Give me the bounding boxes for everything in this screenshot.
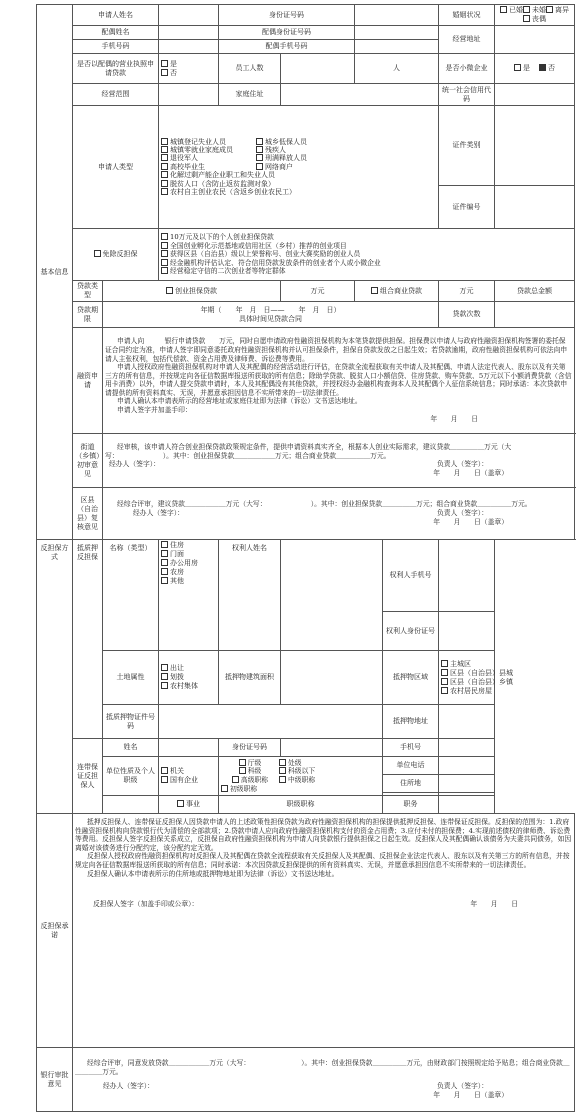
marital-status-label: 婚姻状况 [439, 5, 495, 26]
street-review-text[interactable]: 经审核，该申请人符合创业担保贷款政策规定条件，提供申请资料真实齐全，根据本人创业实际需求，建议贷款＿＿＿＿＿万元（大写： ）。其中：创业担保贷款＿＿＿＿＿＿万元；组合商业贷款＿＿＿＿＿万元。 [105, 442, 512, 460]
loan-term-dates: 年期（ 年 月 日—— 年 月 日） [200, 305, 341, 314]
region-main-city-checkbox[interactable]: 主城区 [441, 660, 492, 669]
exempt-incubator-checkbox[interactable]: 全国创业孵化示范基地或信用社区（乡村）推荐的创业项目 [161, 242, 572, 250]
owner-phone-field[interactable] [439, 540, 495, 612]
loan-term-note: 具体时间见贷款合同 [239, 314, 302, 323]
rank-division-checkbox[interactable]: 处级 [279, 759, 302, 768]
type-low-income-checkbox[interactable]: 城乡低保人员 [256, 138, 307, 146]
license-yes-checkbox[interactable]: 是 [161, 60, 216, 69]
exempt-label [73, 229, 159, 281]
exempt-checkbox[interactable]: 免除反担保 [94, 250, 138, 258]
unit-soe-checkbox[interactable]: 国有企业 [161, 776, 216, 785]
guarantor-id-label: 身份证号码 [219, 739, 281, 757]
loan-type-label: 贷款类型 [73, 281, 103, 302]
region-rural-house-checkbox[interactable]: 农村居民房屋 [441, 687, 492, 696]
loan-total-label: 贷款总金额 [495, 281, 575, 302]
collateral-type-options [159, 540, 219, 651]
type-online-merchant-checkbox[interactable]: 网络商户 [256, 163, 293, 171]
collateral-farmhouse-checkbox[interactable]: 农房 [161, 568, 216, 577]
bank-approval-content [73, 1048, 575, 1112]
street-review-date[interactable]: 年 月 日（盖章） [433, 469, 508, 478]
business-address-field[interactable] [495, 26, 575, 54]
id-number-label: 身份证号码 [219, 5, 355, 26]
phone-field[interactable] [159, 40, 219, 54]
bank-approval-date[interactable]: 年 月 日（盖章） [433, 1091, 508, 1100]
unmarried-checkbox[interactable]: 未婚 [523, 6, 546, 14]
street-handler-label[interactable]: 经办人（签字）： [109, 460, 160, 469]
collateral-other-checkbox[interactable]: 其他 [161, 577, 216, 586]
position-field[interactable] [439, 796, 495, 814]
exempt-honor-checkbox[interactable]: 获得区县（自治县）级以上荣誉称号、创业大赛奖励的创业人员 [161, 250, 572, 258]
type-overcapacity-checkbox[interactable]: 化解过剩产能企业职工和失业人员 [161, 171, 436, 179]
pledge-paragraph-1: 抵押反担保人、连带保证反担保人因贷款申请人的上述政策性担保贷款为政府性融资担保机构的担保提供抵押反担保、连带保证反担保。反担保的范围为：1.政府性融资担保机构向贷款银行代为清偿的全部款项；2.贷款申请人应向政府性融资担保机构支付的资金占用费；3.应付未付的担保费；4.实现前述债权的律师费、诉讼费等费用。反担保人签字反担保关系成立，反担保自政府性融资担保机构为申请人向贷款银行提供担保之日起生效。反担保人及其配偶确认该债务为夫妻共同债务，如因离婚对该债务进行分配约定，该分配约定无效。 [75, 818, 572, 852]
applicant-type-options [159, 106, 439, 229]
joint-guarantor-label: 连带保证反担保人 [73, 739, 103, 814]
small-biz-no-checkbox[interactable]: 否 [539, 64, 555, 72]
owner-name-field[interactable] [281, 540, 383, 651]
spouse-id-label: 配偶身份证号码 [219, 26, 355, 40]
basic-info-label: 基本信息 [37, 5, 73, 540]
district-review-label: 区县（自治县）复核意见 [73, 488, 103, 540]
building-area-label: 抵押物建筑面积 [219, 651, 281, 705]
marital-status-options [495, 5, 575, 26]
pledge-paragraph-2: 反担保人授权政府性融资担保机构对反担保人及其配偶在贷款全流程获取有关反担保人及其配偶、反担保企业法定代表人、股东以及有关第三方的所有信息，并按规定向各征信数据库报送所获取的所有信息；同时承诺：本次因贷款反担保提供的所有资料真实、无误，并愿意承担因信息不实所带来的一切法律责任。 [75, 852, 570, 869]
apply-paragraph-2: 申请人授权政府性融资担保机构对申请人及其配偶的经营活动进行评估，在贷款全流程获取有关申请人及其配偶、申请人法定代表人、股东以及有关第三方的所有信息，并按规定向各征信数据库报送所获取的所有信息；除助学贷款、脱贫人口小额信贷、住房贷款、购车贷款、5万元以下小额消费贷款（含信用卡消费）以外，申请人提交贷款申请时，本人及其配偶没有其他贷款，并授权经办金融机构查询本人及其配偶个人征信系统信息；同时承诺：本次贷款申请提供的所有资料真实、无误，并愿意承担因信息不实所带来的一切法律责任。 [105, 363, 572, 397]
type-poverty-checkbox[interactable]: 脱贫人口（含防止返贫监测对象） [161, 180, 436, 188]
combo-loan-option [355, 281, 439, 302]
owner-id-field[interactable] [439, 612, 495, 651]
spouse-license-options [159, 54, 219, 84]
employees-label: 员工人数 [219, 54, 281, 84]
rank-options [219, 757, 383, 796]
exempt-second-startup-checkbox[interactable]: 经营稳定守信的二次创业者等特定群体 [161, 267, 572, 275]
applicant-type-label: 申请人类型 [73, 106, 159, 229]
title-junior-checkbox[interactable]: 初级职称 [221, 785, 380, 794]
employees-field[interactable] [281, 54, 355, 84]
loan-times-label: 贷款次数 [439, 302, 495, 328]
spouse-name-field[interactable] [159, 26, 219, 40]
collateral-name-label: 名称（类型） [103, 540, 159, 651]
exempt-credit-checkbox[interactable]: 经金融机构评估认定、符合信用贷款发放条件的创业者个人或小微企业 [161, 259, 572, 267]
applicant-name-label: 申请人姓名 [73, 5, 159, 26]
cert-type-label: 证件类别 [439, 106, 495, 186]
exempt-under-100k-checkbox[interactable]: 10万元及以下的个人创业担保贷款 [161, 233, 572, 241]
loan-application-form [36, 4, 574, 1112]
unit-nature-options [159, 757, 219, 796]
building-area-field[interactable] [281, 651, 383, 705]
type-rural-checkbox[interactable]: 农村自主创业农民（含返乡创业农民工） [161, 188, 436, 196]
type-unemployed-checkbox[interactable]: 城镇登记失业人员 [161, 138, 256, 146]
guarantor-name-label: 姓名 [103, 739, 159, 757]
applicant-name-field[interactable] [159, 5, 219, 26]
street-review-content [103, 434, 575, 488]
guarantor-name-field[interactable] [159, 739, 219, 757]
unit-phone-field[interactable] [439, 757, 495, 775]
bank-handler-label[interactable]: 经办人（签字）： [103, 1082, 154, 1091]
district-review-content [103, 488, 575, 540]
pledge-date[interactable]: 年 月 日 [470, 900, 518, 909]
type-zero-employment-checkbox[interactable]: 城镇零就业家庭成员 [161, 146, 256, 154]
rank-title-label: 职级职称 [219, 796, 383, 814]
district-head-label[interactable]: 负责人（签字）： [437, 508, 488, 517]
unit-nature-label: 单位性质及个人职级 [103, 757, 159, 796]
residence-label: 住所地 [383, 775, 439, 793]
combo-loan-amount[interactable]: 万元 [439, 281, 495, 302]
bank-approval-label: 银行审批意见 [37, 1048, 73, 1112]
home-address-field[interactable] [281, 84, 439, 106]
title-senior-checkbox[interactable]: 高级职称 [221, 776, 279, 785]
loan-term-label-visible: 贷款期限 [73, 302, 103, 328]
unit-public-inst-checkbox[interactable]: 事业 [177, 800, 200, 808]
collateral-region-label: 抵押物区域 [383, 651, 439, 705]
divorced-checkbox[interactable]: 离异 [546, 6, 569, 14]
unit-public-inst [159, 796, 219, 814]
home-address-label: 家庭住址 [219, 84, 281, 106]
cert-number-field[interactable] [495, 186, 575, 229]
spouse-license-label: 是否以配偶的营业执照申请贷款 [73, 54, 159, 84]
land-transfer-checkbox[interactable]: 出让 [161, 664, 216, 673]
land-attribute-label: 土地属性 [103, 651, 159, 705]
rank-bureau-checkbox[interactable]: 厅级 [221, 759, 279, 768]
small-business-label: 是否小微企业 [439, 54, 495, 84]
region-county-town-checkbox[interactable]: 区县（自治县）县城 [441, 669, 492, 678]
business-scope-field[interactable] [159, 84, 219, 106]
type-veteran-checkbox[interactable]: 退役军人 [161, 154, 256, 162]
bank-approval-text[interactable]: 经综合评审，同意发放贷款＿＿＿＿＿＿万元（大写： ）。其中：创业担保贷款＿＿＿＿＿万元，由财政部门按照规定给予贴息；组合商业贷款＿＿＿＿＿万元。 [75, 1058, 570, 1076]
exempt-options [159, 229, 575, 281]
type-released-checkbox[interactable]: 刑满释放人员 [256, 154, 307, 162]
region-county-township-checkbox[interactable]: 区县（自治县）乡镇 [441, 678, 492, 687]
combo-loan-checkbox[interactable]: 组合商业贷款 [371, 287, 422, 295]
financing-apply-text [103, 328, 575, 434]
business-scope-label: 经营范围 [73, 84, 159, 106]
land-allocated-checkbox[interactable]: 划拨 [161, 673, 216, 682]
district-review-date[interactable]: 年 月 日（盖章） [433, 517, 508, 526]
guarantor-id-field[interactable] [281, 739, 383, 757]
credit-code-label: 统一社会信用代码 [439, 84, 495, 106]
rank-section-checkbox[interactable]: 科级 [221, 767, 279, 776]
bank-head-label[interactable]: 负责人（签字）： [437, 1082, 488, 1091]
land-collective-checkbox[interactable]: 农村集体 [161, 682, 216, 691]
position-label: 职务 [383, 796, 439, 814]
spouse-phone-label: 配偶手机号码 [219, 40, 355, 54]
collateral-office-checkbox[interactable]: 办公用房 [161, 559, 216, 568]
license-no-checkbox[interactable]: 否 [161, 69, 216, 78]
street-head-label[interactable]: 负责人（签字）： [437, 460, 488, 469]
startup-loan-amount[interactable]: 万元 [281, 281, 355, 302]
district-handler-label[interactable]: 经办人（签字）： [133, 508, 184, 517]
collateral-address-field[interactable] [439, 705, 495, 739]
collateral-label: 抵质押反担保 [73, 540, 103, 739]
apply-signature-label[interactable]: 申请人签字并加盖手印： [117, 406, 192, 415]
street-review-label: 街道（乡镇）初审意见 [73, 434, 103, 488]
pledge-content [73, 814, 575, 1048]
spouse-phone-field[interactable] [355, 40, 439, 54]
pledge-paragraph-3: 反担保人确认本申请表所示的住所地或抵押物地址即为法律（诉讼）文书送达地址。 [87, 869, 339, 878]
collateral-address-label: 抵押物地址 [383, 705, 439, 739]
collateral-house-checkbox[interactable]: 住房 [161, 541, 216, 550]
owner-phone-label: 权利人手机号 [383, 540, 439, 612]
counter-guarantee-label: 反担保方式 [37, 540, 73, 814]
loan-times-field[interactable] [495, 302, 575, 328]
small-biz-yes-checkbox[interactable]: 是 [514, 64, 530, 72]
owner-id-label: 权利人身份证号 [383, 612, 439, 651]
unit-government-checkbox[interactable]: 机关 [161, 767, 216, 776]
apply-paragraph-3: 申请人确认本申请表所示的经营地址或家庭住址即为法律（诉讼）文书送达地址。 [117, 397, 362, 406]
rank-below-section-checkbox[interactable]: 科级以下 [279, 767, 315, 776]
pledge-signature-label[interactable]: 反担保人签字（加盖手印或公章）： [93, 900, 199, 909]
credit-code-field[interactable] [495, 84, 575, 106]
collateral-cert-field[interactable] [159, 705, 383, 739]
unit-phone-label: 单位电话 [383, 757, 439, 775]
collateral-region-options [439, 651, 513, 705]
startup-loan-option [103, 281, 281, 302]
residence-field[interactable] [439, 775, 495, 793]
people-unit: 人 [355, 54, 439, 84]
collateral-cert-label: 抵质押物证件号码 [103, 705, 159, 739]
apply-paragraph-1: 申请人向 银行申请贷款 万元，同时自愿申请政府性融资担保机构为本笔贷款提供担保。担保费以申请人与政府性融资担保机构签署的委托保证合同约定为准，申请人签字即同意委托政府性融资担保机构并认可担保条件，担保自贷款发放之日起生效；若贷款逾期，政府性融资担保机构可依法向申请人主张权利，包括代偿款、资金占用费及律师费、诉讼费等费用。 [105, 337, 568, 363]
cert-number-label: 证件编号 [439, 186, 495, 229]
owner-name-label: 权利人姓名 [219, 540, 281, 651]
pledge-label: 反担保承诺 [37, 814, 73, 1048]
spouse-id-field[interactable] [355, 26, 439, 40]
startup-loan-checkbox[interactable]: 创业担保贷款 [166, 287, 217, 295]
application-table [36, 4, 575, 1112]
district-review-text[interactable]: 经综合评审，建议贷款＿＿＿＿＿＿万元（大写： ）。其中：创业担保贷款＿＿＿＿＿万元；组合商业贷款＿＿＿＿＿万元。 [117, 500, 532, 509]
business-address-label: 经营地址 [439, 26, 495, 54]
guarantor-phone-field[interactable] [439, 739, 495, 757]
spouse-name-label: 配偶姓名 [73, 26, 159, 40]
loan-term-field[interactable] [103, 302, 439, 328]
married-checkbox[interactable]: 已婚 [500, 6, 523, 14]
phone-label: 手机号码 [73, 40, 159, 54]
collateral-storefront-checkbox[interactable]: 门面 [161, 550, 216, 559]
financing-apply-label: 融资申请 [73, 328, 103, 434]
land-attribute-options [159, 651, 219, 705]
cert-type-field[interactable] [495, 106, 575, 186]
guarantor-phone-label: 手机号 [383, 739, 439, 757]
type-disabled-checkbox[interactable]: 残疾人 [256, 146, 286, 154]
apply-date[interactable]: 年 月 日 [430, 414, 478, 423]
widowed-checkbox[interactable]: 丧偶 [523, 15, 546, 23]
small-business-options [495, 54, 575, 84]
id-number-field[interactable] [355, 5, 439, 26]
type-graduate-checkbox[interactable]: 高校毕业生 [161, 163, 256, 171]
title-middle-checkbox[interactable]: 中级职称 [279, 776, 315, 785]
